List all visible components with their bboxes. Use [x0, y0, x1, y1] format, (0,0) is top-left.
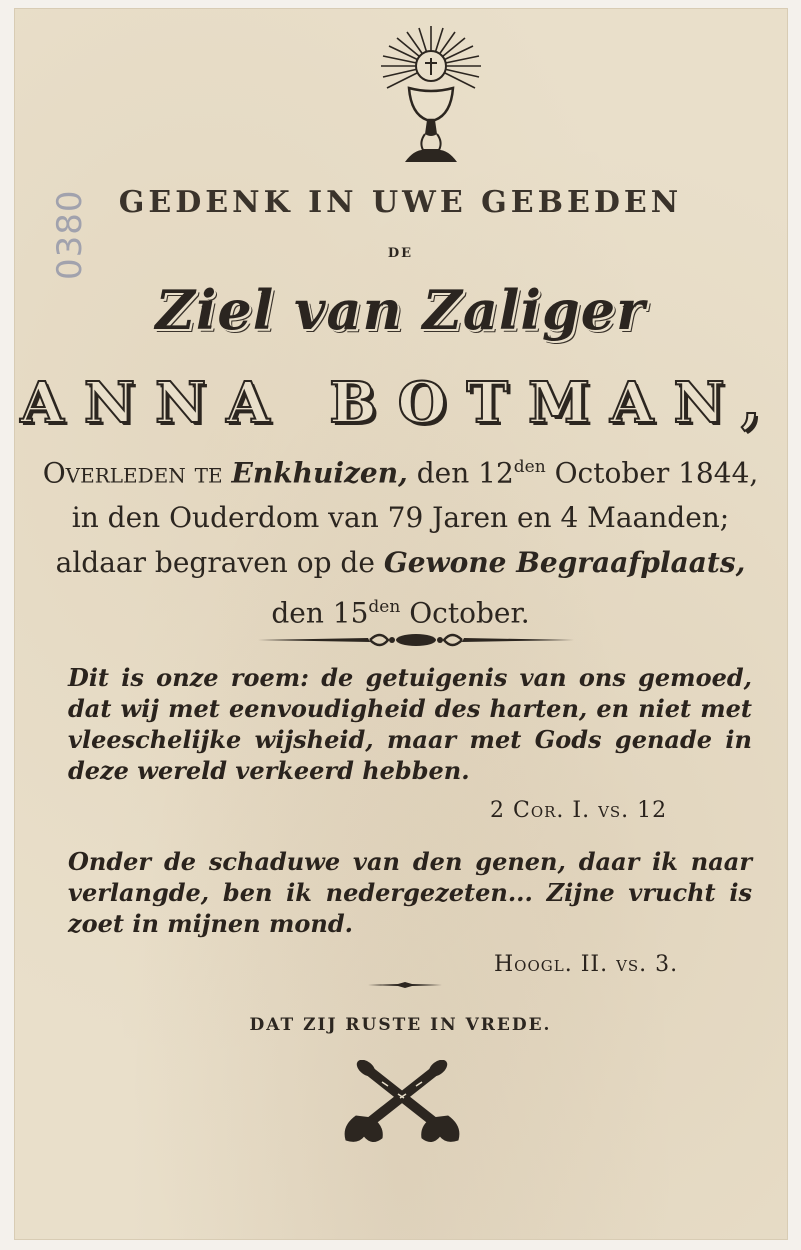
death-place: Enkhuizen, — [231, 456, 408, 490]
soul-line: Ziel van Zaliger — [155, 278, 646, 342]
quote-2-reference: Hoogl. II. vs. 3. — [494, 952, 679, 977]
ornament-divider-icon — [258, 628, 574, 652]
burial-line — [0, 540, 801, 585]
burial-month: October. — [409, 596, 530, 630]
small-divider-icon — [368, 980, 442, 990]
death-date-suffix: den — [513, 457, 546, 477]
closing-line: DAT ZIJ RUSTE IN VREDE. — [249, 1015, 552, 1035]
quote-1-reference: 2 Cor. I. vs. 12 — [490, 798, 668, 823]
heading: GEDENK IN UWE GEBEDEN — [118, 185, 683, 220]
archive-number-stamp: 0380 — [50, 189, 90, 281]
cemetery: Gewone Begraafplaats, — [383, 546, 746, 580]
death-line — [0, 445, 801, 495]
article-de: DE — [387, 246, 414, 261]
death-date: den 12 — [416, 456, 514, 490]
died-prefix: Overleden te — [42, 456, 223, 490]
burial-date: den 15 — [271, 596, 369, 630]
buried-prefix: aldaar begraven op de — [55, 546, 375, 580]
quote-1: Dit is onze roem: de getuigenis van ons gemoed, dat wij met eenvoudigheid des harten, en niet met vleeschelijke wijsheid, maar met Gods genade in deze wereld verkeerd hebben. — [68, 663, 752, 785]
quote-2: Onder de schaduwe van den genen, daar ik naar verlangde, ben ik nedergezeten... Zijne vrucht is zoet in mijnen mond. — [68, 847, 752, 938]
burial-date-suffix: den — [368, 597, 401, 618]
deceased-name: ANNA BOTMAN, — [20, 370, 781, 436]
crossed-torches-icon — [338, 1060, 466, 1148]
death-month-year: October 1844, — [554, 456, 759, 490]
death-details — [0, 445, 801, 636]
chalice-monstrance-icon — [375, 22, 487, 168]
age-line: in den Ouderdom van 79 Jaren en 4 Maanden; — [71, 501, 730, 535]
